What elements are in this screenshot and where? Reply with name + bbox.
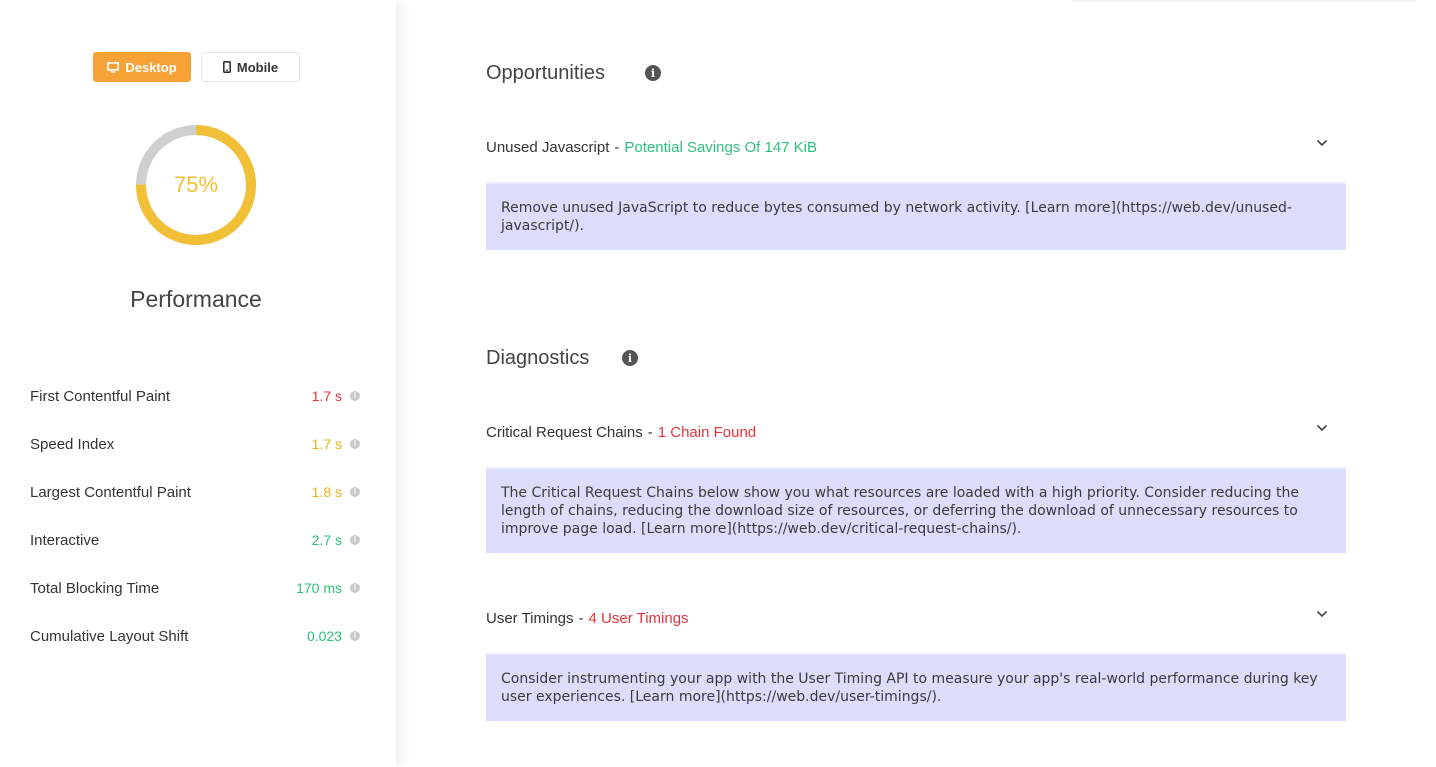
desktop-button[interactable]	[93, 52, 191, 82]
device-toggle	[93, 52, 300, 82]
metric-value: 2.7 s	[311, 532, 342, 548]
metric-name: Largest Contentful Paint	[30, 483, 191, 501]
audit-title: User Timings	[486, 609, 574, 627]
metric-value: 1.7 s	[311, 388, 342, 404]
info-icon[interactable]: i	[350, 391, 360, 401]
audit-detail: Potential Savings Of 147 KiB	[624, 138, 818, 156]
chevron-down-icon[interactable]	[1316, 139, 1328, 147]
audit-critical-request-chains[interactable]	[486, 422, 1336, 442]
metrics-list	[30, 372, 360, 660]
desktop-monitor-icon	[107, 62, 119, 73]
info-icon[interactable]: i	[350, 439, 360, 449]
performance-score-gauge	[134, 123, 258, 247]
metric-row	[30, 468, 360, 516]
metric-name: Interactive	[30, 531, 100, 549]
audit-description: Remove unused JavaScript to reduce bytes consumed by network activity. [Learn more](https://web.dev/unused-javascript/).	[486, 182, 1346, 250]
metric-row	[30, 516, 360, 564]
metric-row	[30, 612, 360, 660]
metric-row	[30, 372, 360, 420]
audit-detail: 1 Chain Found	[657, 423, 757, 441]
metric-value: 1.7 s	[311, 436, 342, 452]
metric-row	[30, 564, 360, 612]
chevron-down-icon[interactable]	[1316, 424, 1328, 432]
metric-name: First Contentful Paint	[30, 387, 171, 405]
top-divider	[1072, 0, 1416, 2]
metric-name: Total Blocking Time	[30, 579, 160, 597]
mobile-button-label: Mobile	[236, 59, 279, 75]
info-icon[interactable]: i	[350, 535, 360, 545]
metric-value: 0.023	[306, 628, 342, 644]
opportunities-heading: Opportunities	[486, 62, 605, 84]
info-icon[interactable]: i	[350, 487, 360, 497]
audit-title: Critical Request Chains	[486, 423, 643, 441]
metric-name: Speed Index	[30, 435, 115, 453]
metric-name: Cumulative Layout Shift	[30, 627, 189, 645]
category-title: Performance	[130, 286, 262, 312]
chevron-down-icon[interactable]	[1316, 610, 1328, 618]
audit-user-timings[interactable]	[486, 608, 1336, 628]
audit-title: Unused Javascript	[486, 138, 610, 156]
sidebar	[0, 0, 396, 767]
audit-unused-javascript[interactable]	[486, 137, 1336, 157]
info-icon[interactable]: i	[645, 65, 661, 81]
desktop-button-label: Desktop	[125, 59, 177, 75]
diagnostics-heading: Diagnostics	[486, 347, 590, 369]
audit-detail: 4 User Timings	[588, 609, 689, 627]
mobile-button[interactable]	[201, 52, 300, 82]
info-icon[interactable]: i	[350, 631, 360, 641]
audit-separator: -	[614, 138, 620, 156]
metric-value: 170 ms	[296, 580, 342, 596]
info-icon[interactable]: i	[622, 350, 638, 366]
metric-row	[30, 420, 360, 468]
audit-description: The Critical Request Chains below show you what resources are loaded with a high priority. Consider reducing the length of chains, reducing the download size of resources, or deferring the download of unnecessary resources to improve page load. [Learn more](https://web.dev/critical-request-chains/).	[486, 467, 1346, 553]
audit-separator: -	[578, 609, 584, 627]
audit-description: Consider instrumenting your app with the User Timing API to measure your app's real-world performance during key user experiences. [Learn more](https://web.dev/user-timings/).	[486, 653, 1346, 721]
audit-separator: -	[647, 423, 653, 441]
info-icon[interactable]: i	[350, 583, 360, 593]
mobile-phone-icon	[223, 61, 231, 73]
metric-value: 1.8 s	[311, 484, 342, 500]
score-percent: 75%	[173, 172, 219, 197]
